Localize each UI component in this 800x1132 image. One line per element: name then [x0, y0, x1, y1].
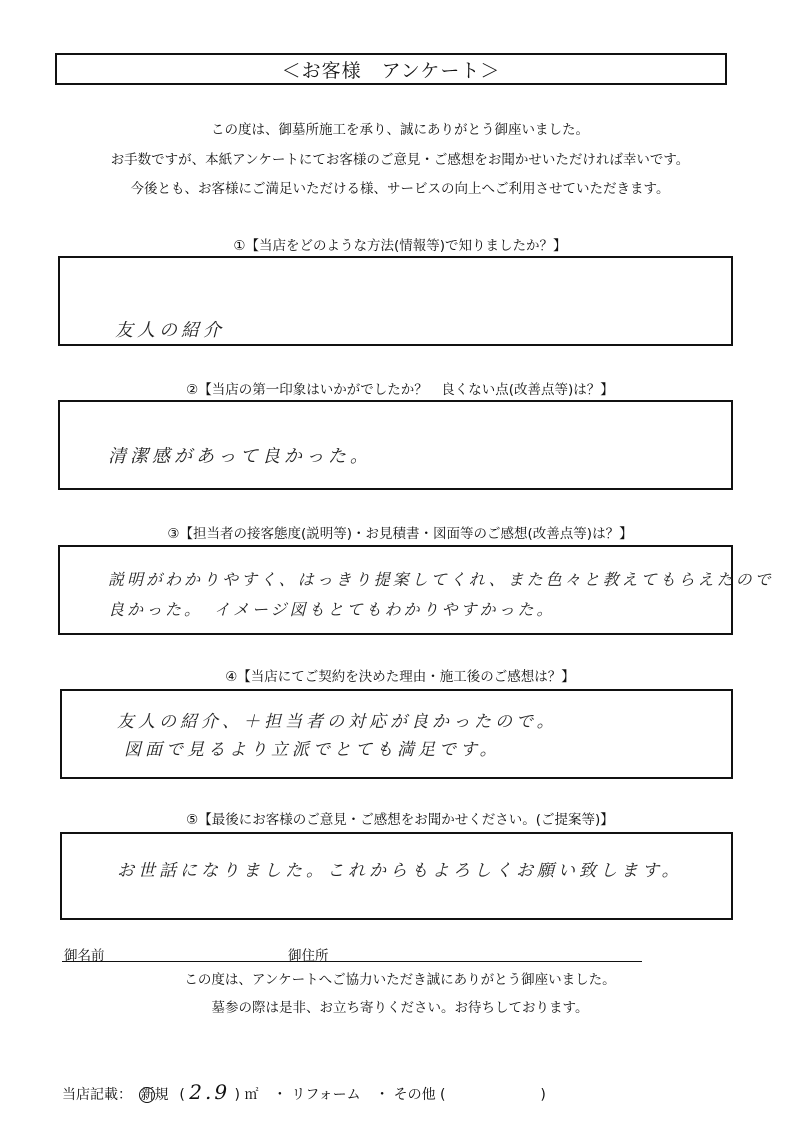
intro-line-1: この度は、御墓所施工を承り、誠にありがとう御座いました。	[211, 122, 589, 138]
question-4-answer-line-1: 友人の紹介、＋担当者の対応が良かったので。	[117, 712, 558, 732]
intro-line-2: お手数ですが、本紙アンケートにてお客様のご意見・ご感想をお聞かせいただければ幸いです。	[110, 152, 690, 168]
question-4-label: ④【当店にてご契約を決めた理由・施工後のご感想は？】	[225, 669, 575, 685]
area-open-paren: (	[179, 1087, 185, 1103]
store-record-prefix: 当店記載：	[62, 1087, 132, 1103]
other-open-paren: (	[440, 1087, 446, 1103]
question-4-answer-line-2: 図面で見るより立派でとても満足です。	[124, 740, 501, 760]
closing-line-2: 墓参の際は是非、お立ち寄りください。お待ちしております。	[211, 1000, 589, 1016]
store-record-row	[62, 1080, 546, 1104]
question-3-label: ③【担当者の接客態度(説明等)・お見積書・図面等のご感想(改善点等)は？】	[167, 526, 633, 542]
reform-option: ・ リフォーム	[272, 1087, 361, 1103]
intro-line-3: 今後とも、お客様にご満足いただける様、サービスの向上へご利用させていただきます。	[130, 181, 670, 197]
question-3-answer-box[interactable]	[58, 545, 774, 635]
selected-circle-mark	[139, 1087, 155, 1103]
area-close-paren: )	[234, 1087, 241, 1103]
question-3-answer-line-1: 説明がわかりやすく、はっきり提案してくれ、また色々と教えてもらえたので	[108, 570, 774, 589]
question-1-answer-box[interactable]	[58, 256, 733, 346]
question-4-answer-box[interactable]	[60, 689, 733, 779]
address-label: 御住所	[288, 948, 329, 964]
question-5-answer-line-1: お世話になりました。これからもよろしくお願い致します。	[117, 861, 683, 881]
other-close-paren: )	[540, 1087, 546, 1103]
closing-line-1: この度は、アンケートへご協力いただき誠にありがとう御座いました。	[184, 972, 616, 988]
question-1-label: ①【当店をどのような方法(情報等)で知りましたか？】	[233, 238, 567, 254]
question-5-label: ⑤【最後にお客様のご意見・ご感想をお聞かせください。(ご提案等)】	[186, 812, 614, 828]
area-unit: ㎡	[244, 1087, 259, 1103]
name-label: 御名前	[64, 948, 105, 964]
question-1-answer-line-1: 友人の紹介	[115, 320, 225, 341]
new-label: 新規	[140, 1087, 169, 1103]
question-2-answer-box[interactable]	[58, 400, 733, 490]
name-address-line[interactable]	[62, 944, 642, 962]
page-title: ＜お客様 アンケート＞	[55, 53, 727, 85]
question-5-answer-box[interactable]	[60, 832, 733, 920]
question-3-answer-line-2: 良かった。 イメージ図もとてもわかりやすかった。	[108, 600, 556, 619]
question-2-label: ②【当店の第一印象はいかがでしたか？ 良くない点(改善点等)は？】	[186, 382, 614, 398]
area-value[interactable]: 2.9	[189, 1080, 231, 1104]
question-2-answer-line-1: 清潔感があって良かった。	[108, 446, 372, 467]
other-option: ・ その他	[375, 1087, 436, 1103]
